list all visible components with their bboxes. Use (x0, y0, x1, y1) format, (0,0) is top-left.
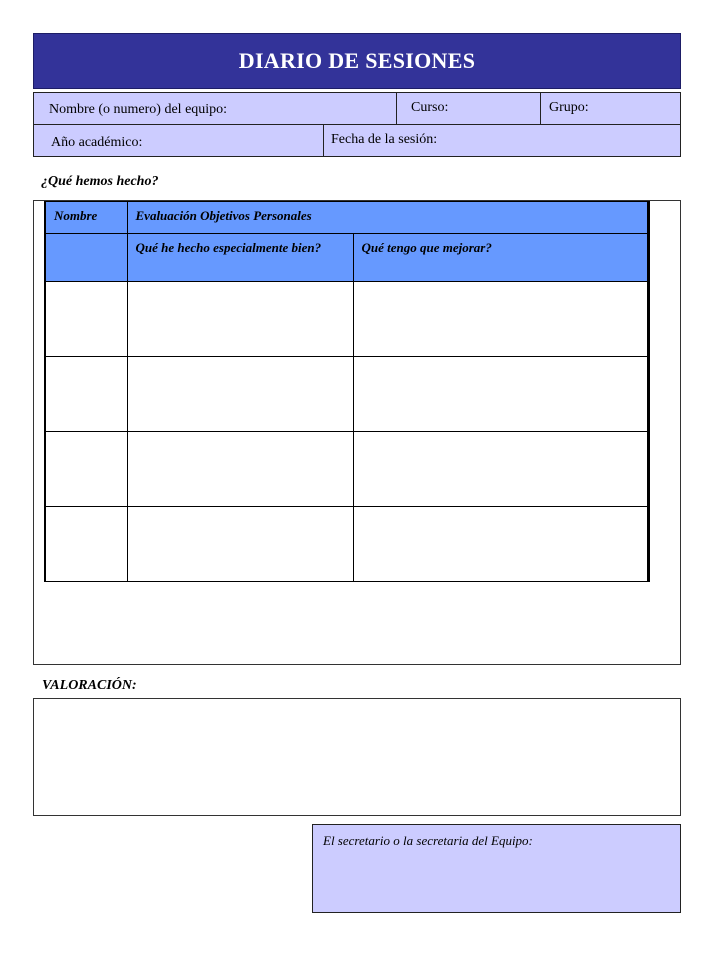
info-row-year (33, 124, 681, 157)
team-field[interactable] (34, 93, 411, 124)
valuation-box[interactable] (33, 698, 681, 816)
good-cell[interactable] (127, 282, 353, 357)
year-field[interactable] (34, 125, 340, 156)
valuation-label: VALORACIÓN: (42, 678, 137, 693)
table-row (45, 282, 649, 357)
improve-cell[interactable] (353, 432, 649, 507)
table-row (45, 357, 649, 432)
name-cell[interactable] (45, 357, 127, 432)
date-label: Fecha de la sesión: (331, 132, 438, 147)
name-cell[interactable] (45, 507, 127, 582)
name-cell[interactable] (45, 432, 127, 507)
info-row-team (33, 92, 681, 125)
secretary-box[interactable] (312, 824, 681, 913)
year-label: Año académico: (51, 135, 143, 150)
col-name-header: Nombre (45, 202, 127, 234)
group-label: Grupo: (549, 100, 589, 115)
course-label: Curso: (411, 100, 449, 115)
col-improve-header: Qué tengo que mejorar? (353, 234, 649, 282)
name-cell[interactable] (45, 282, 127, 357)
col-eval-header: Evaluación Objetivos Personales (127, 202, 649, 234)
col-good-header: Qué he hecho especialmente bien? (127, 234, 353, 282)
secretary-label: El secretario o la secretaria del Equipo: (323, 833, 533, 848)
date-field[interactable] (323, 125, 680, 156)
table-subheader-row (45, 234, 649, 282)
improve-cell[interactable] (353, 357, 649, 432)
team-label: Nombre (o numero) del equipo: (49, 102, 228, 117)
evaluation-table (44, 201, 650, 582)
table-row (45, 432, 649, 507)
subheader-blank (45, 234, 127, 282)
title-bar (33, 33, 681, 89)
good-cell[interactable] (127, 507, 353, 582)
good-cell[interactable] (127, 432, 353, 507)
section-done-label: ¿Qué hemos hecho? (41, 174, 159, 189)
page-title: DIARIO DE SESIONES (238, 48, 476, 73)
table-row (45, 507, 649, 582)
improve-cell[interactable] (353, 282, 649, 357)
group-field[interactable] (540, 93, 680, 124)
good-cell[interactable] (127, 357, 353, 432)
course-field[interactable] (396, 93, 555, 124)
table-header-row (45, 202, 649, 234)
improve-cell[interactable] (353, 507, 649, 582)
